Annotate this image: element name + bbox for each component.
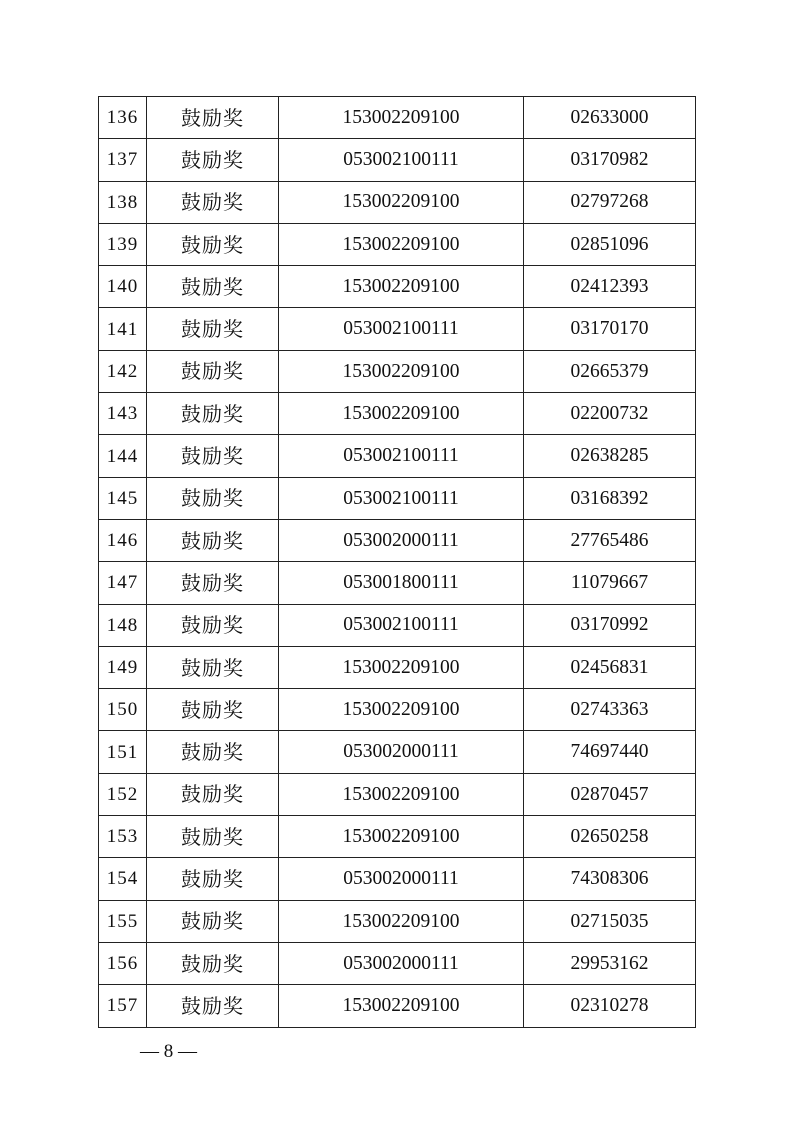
prize-type-cell: 鼓励奖 (147, 181, 279, 223)
prize-type-cell: 鼓励奖 (147, 689, 279, 731)
row-number-cell: 151 (99, 731, 147, 773)
prize-type-cell: 鼓励奖 (147, 477, 279, 519)
table-row (99, 816, 696, 858)
ticket-number-cell: 02743363 (524, 689, 696, 731)
ticket-code-cell: 153002209100 (279, 646, 524, 688)
table-row (99, 773, 696, 815)
ticket-number-cell: 27765486 (524, 519, 696, 561)
ticket-number-cell: 03170982 (524, 139, 696, 181)
table-row (99, 731, 696, 773)
prize-type-cell: 鼓励奖 (147, 519, 279, 561)
ticket-code-cell: 153002209100 (279, 350, 524, 392)
row-number-cell: 148 (99, 604, 147, 646)
ticket-number-cell: 02638285 (524, 435, 696, 477)
row-number-cell: 155 (99, 900, 147, 942)
table-row (99, 266, 696, 308)
prize-type-cell: 鼓励奖 (147, 942, 279, 984)
ticket-code-cell: 053002000111 (279, 519, 524, 561)
ticket-code-cell: 053002100111 (279, 139, 524, 181)
prize-type-cell: 鼓励奖 (147, 393, 279, 435)
prize-type-cell: 鼓励奖 (147, 816, 279, 858)
table-row (99, 689, 696, 731)
row-number-cell: 150 (99, 689, 147, 731)
table-row (99, 985, 696, 1027)
prize-type-cell: 鼓励奖 (147, 350, 279, 392)
table-row (99, 139, 696, 181)
ticket-code-cell: 153002209100 (279, 181, 524, 223)
prize-type-cell: 鼓励奖 (147, 266, 279, 308)
prize-type-cell: 鼓励奖 (147, 731, 279, 773)
ticket-number-cell: 02412393 (524, 266, 696, 308)
ticket-number-cell: 02650258 (524, 816, 696, 858)
page-number: — 8 — (140, 1041, 197, 1062)
ticket-code-cell: 153002209100 (279, 985, 524, 1027)
ticket-number-cell: 02456831 (524, 646, 696, 688)
table-row (99, 858, 696, 900)
ticket-code-cell: 153002209100 (279, 900, 524, 942)
ticket-number-cell: 02715035 (524, 900, 696, 942)
table-row (99, 942, 696, 984)
table-row (99, 519, 696, 561)
ticket-number-cell: 02870457 (524, 773, 696, 815)
prize-type-cell: 鼓励奖 (147, 604, 279, 646)
table-row (99, 604, 696, 646)
ticket-code-cell: 153002209100 (279, 393, 524, 435)
row-number-cell: 152 (99, 773, 147, 815)
ticket-code-cell: 153002209100 (279, 689, 524, 731)
ticket-code-cell: 053002000111 (279, 858, 524, 900)
row-number-cell: 138 (99, 181, 147, 223)
row-number-cell: 149 (99, 646, 147, 688)
row-number-cell: 156 (99, 942, 147, 984)
row-number-cell: 157 (99, 985, 147, 1027)
ticket-number-cell: 74308306 (524, 858, 696, 900)
ticket-code-cell: 053002100111 (279, 604, 524, 646)
row-number-cell: 137 (99, 139, 147, 181)
prize-type-cell: 鼓励奖 (147, 985, 279, 1027)
prize-table (98, 96, 696, 1028)
table-row (99, 900, 696, 942)
ticket-code-cell: 053002100111 (279, 477, 524, 519)
row-number-cell: 153 (99, 816, 147, 858)
row-number-cell: 154 (99, 858, 147, 900)
table-row (99, 435, 696, 477)
prize-type-cell: 鼓励奖 (147, 435, 279, 477)
prize-type-cell: 鼓励奖 (147, 139, 279, 181)
ticket-number-cell: 74697440 (524, 731, 696, 773)
ticket-number-cell: 02797268 (524, 181, 696, 223)
prize-type-cell: 鼓励奖 (147, 308, 279, 350)
ticket-code-cell: 053001800111 (279, 562, 524, 604)
ticket-code-cell: 153002209100 (279, 816, 524, 858)
row-number-cell: 145 (99, 477, 147, 519)
ticket-code-cell: 053002000111 (279, 942, 524, 984)
table-row (99, 223, 696, 265)
row-number-cell: 140 (99, 266, 147, 308)
ticket-number-cell: 02665379 (524, 350, 696, 392)
prize-table-body (99, 97, 696, 1028)
table-row (99, 477, 696, 519)
ticket-code-cell: 153002209100 (279, 97, 524, 139)
table-row (99, 181, 696, 223)
table-row (99, 308, 696, 350)
ticket-number-cell: 11079667 (524, 562, 696, 604)
table-row (99, 350, 696, 392)
row-number-cell: 143 (99, 393, 147, 435)
row-number-cell: 146 (99, 519, 147, 561)
prize-type-cell: 鼓励奖 (147, 900, 279, 942)
table-row (99, 646, 696, 688)
ticket-number-cell: 02310278 (524, 985, 696, 1027)
row-number-cell: 139 (99, 223, 147, 265)
prize-type-cell: 鼓励奖 (147, 858, 279, 900)
ticket-number-cell: 29953162 (524, 942, 696, 984)
row-number-cell: 142 (99, 350, 147, 392)
table-row (99, 97, 696, 139)
table-row (99, 562, 696, 604)
row-number-cell: 141 (99, 308, 147, 350)
prize-type-cell: 鼓励奖 (147, 646, 279, 688)
row-number-cell: 136 (99, 97, 147, 139)
ticket-code-cell: 153002209100 (279, 773, 524, 815)
ticket-number-cell: 02851096 (524, 223, 696, 265)
row-number-cell: 147 (99, 562, 147, 604)
ticket-code-cell: 153002209100 (279, 266, 524, 308)
ticket-number-cell: 03168392 (524, 477, 696, 519)
row-number-cell: 144 (99, 435, 147, 477)
table-row (99, 393, 696, 435)
ticket-number-cell: 02200732 (524, 393, 696, 435)
ticket-number-cell: 03170170 (524, 308, 696, 350)
ticket-number-cell: 02633000 (524, 97, 696, 139)
prize-type-cell: 鼓励奖 (147, 223, 279, 265)
ticket-code-cell: 053002100111 (279, 435, 524, 477)
ticket-code-cell: 153002209100 (279, 223, 524, 265)
prize-type-cell: 鼓励奖 (147, 773, 279, 815)
prize-type-cell: 鼓励奖 (147, 562, 279, 604)
prize-type-cell: 鼓励奖 (147, 97, 279, 139)
ticket-code-cell: 053002000111 (279, 731, 524, 773)
ticket-number-cell: 03170992 (524, 604, 696, 646)
ticket-code-cell: 053002100111 (279, 308, 524, 350)
